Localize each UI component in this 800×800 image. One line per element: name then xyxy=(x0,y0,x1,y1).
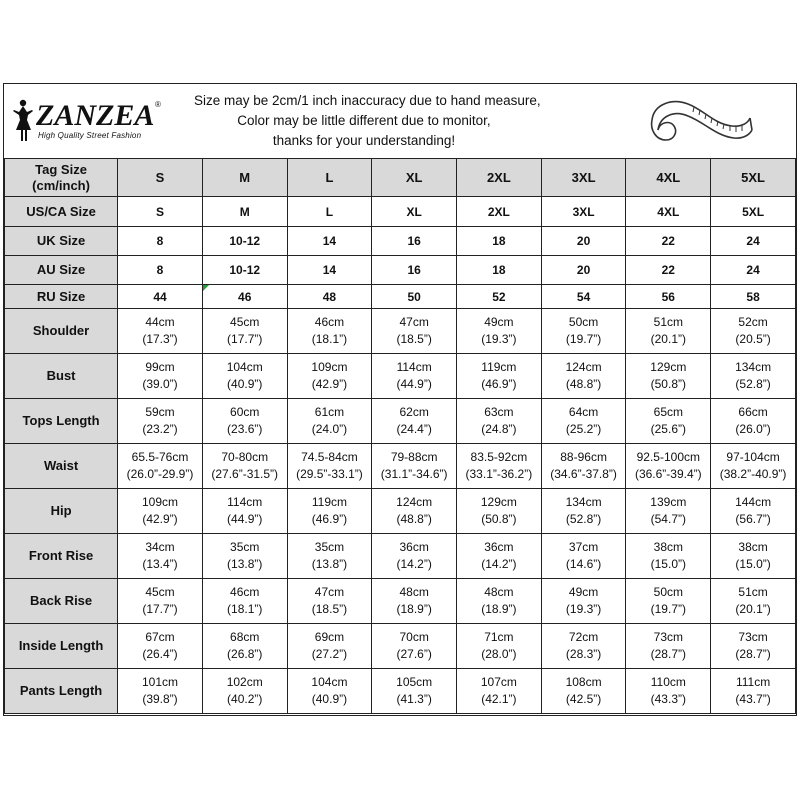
measurement-cell xyxy=(202,399,287,444)
inch-value: (18.5”) xyxy=(311,602,348,616)
measurement-cell xyxy=(626,309,711,354)
cm-value: 65.5-76cm xyxy=(131,450,189,464)
cm-value: 110cm xyxy=(650,675,686,689)
measurement-cell xyxy=(118,579,203,624)
row-label: RU Size xyxy=(5,285,118,309)
cm-value: 70cm xyxy=(399,630,429,644)
cm-value: 47cm xyxy=(399,315,429,329)
cm-value: 48cm xyxy=(484,585,514,599)
inch-value: (26.4”) xyxy=(142,647,178,661)
inch-value: (29.5”-33.1”) xyxy=(296,467,363,481)
chart-header xyxy=(4,84,796,158)
measurement-cell xyxy=(626,669,711,714)
cm-value: 62cm xyxy=(399,405,429,419)
cm-value: 73cm xyxy=(653,630,683,644)
row-label: Tag Size (cm/inch) xyxy=(5,159,118,197)
inch-value: (46.9”) xyxy=(311,512,348,526)
inch-value: (15.0”) xyxy=(650,557,686,571)
row-label: Inside Length xyxy=(5,624,118,669)
size-row xyxy=(5,197,796,227)
note-line: thanks for your understanding! xyxy=(272,133,456,148)
size-cell: 58 xyxy=(711,285,796,309)
inch-value: (42.9”) xyxy=(311,377,348,391)
measurement-cell xyxy=(202,624,287,669)
size-cell: 5XL xyxy=(711,197,796,227)
inch-value: (18.9”) xyxy=(481,602,517,616)
cm-value: 61cm xyxy=(314,405,345,419)
size-table xyxy=(4,158,796,714)
cm-value: 59cm xyxy=(145,405,175,419)
cm-value: 134cm xyxy=(735,360,772,374)
inch-value: (28.3”) xyxy=(565,647,602,661)
row-label: Tops Length xyxy=(5,399,118,444)
measurement-cell xyxy=(541,444,626,489)
measurement-cell xyxy=(118,489,203,534)
cm-value: 102cm xyxy=(226,675,263,689)
cm-value: 63cm xyxy=(484,405,514,419)
inch-value: (17.7”) xyxy=(227,332,263,346)
row-label: Front Rise xyxy=(5,534,118,579)
inch-value: (48.8”) xyxy=(565,377,602,391)
cm-value: 119cm xyxy=(481,360,517,374)
size-cell: 10-12 xyxy=(202,227,287,256)
inch-value: (52.8”) xyxy=(565,512,602,526)
inch-value: (44.9”) xyxy=(396,377,432,391)
row-label: Shoulder xyxy=(5,309,118,354)
measurement-cell xyxy=(202,669,287,714)
size-cell: 8 xyxy=(118,256,203,285)
cm-value: 124cm xyxy=(396,495,433,509)
inch-value: (23.2”) xyxy=(142,422,178,436)
size-cell: 3XL xyxy=(541,197,626,227)
row-label: Bust xyxy=(5,354,118,399)
woman-silhouette-icon xyxy=(10,98,36,142)
size-cell: M xyxy=(202,159,287,197)
inch-value: (18.9”) xyxy=(396,602,432,616)
size-cell: XL xyxy=(372,159,457,197)
cm-value: 114cm xyxy=(227,495,263,509)
measurement-cell xyxy=(541,354,626,399)
size-cell: 56 xyxy=(626,285,711,309)
measurement-cell xyxy=(287,309,372,354)
measurement-cell xyxy=(118,399,203,444)
row-label: UK Size xyxy=(5,227,118,256)
inch-value: (43.7”) xyxy=(735,692,771,706)
inch-value: (27.2”) xyxy=(311,647,348,661)
cm-value: 66cm xyxy=(738,405,768,419)
inch-value: (20.1”) xyxy=(650,332,686,346)
size-cell: 22 xyxy=(626,227,711,256)
inch-value: (36.6”-39.4”) xyxy=(634,467,702,481)
cm-value: 83.5-92cm xyxy=(470,450,528,464)
inch-value: (19.3”) xyxy=(481,332,517,346)
cm-value: 70-80cm xyxy=(221,450,269,464)
inch-value: (42.5”) xyxy=(565,692,602,706)
cm-value: 129cm xyxy=(480,495,517,509)
cm-value: 73cm xyxy=(738,630,768,644)
measurement-cell xyxy=(626,399,711,444)
size-cell: 4XL xyxy=(626,197,711,227)
measurement-cell xyxy=(457,309,542,354)
cm-value: 111cm xyxy=(735,675,771,689)
cm-value: 65cm xyxy=(653,405,683,419)
inch-value: (52.8”) xyxy=(735,377,771,391)
cm-value: 109cm xyxy=(141,495,179,509)
measurement-cell xyxy=(287,624,372,669)
measurement-cell xyxy=(372,624,457,669)
measurement-cell xyxy=(711,669,796,714)
inch-value: (56.7”) xyxy=(735,512,771,526)
measurement-cell xyxy=(626,354,711,399)
inch-value: (40.2”) xyxy=(227,692,263,706)
size-row xyxy=(5,285,796,309)
size-cell: 48 xyxy=(287,285,372,309)
cm-value: 38cm xyxy=(653,540,683,554)
inch-value: (19.3”) xyxy=(565,602,602,616)
cm-value: 46cm xyxy=(314,315,345,329)
size-cell: L xyxy=(287,159,372,197)
measurement-cell xyxy=(118,309,203,354)
cm-value: 51cm xyxy=(653,315,683,329)
inch-value: (42.1”) xyxy=(481,692,517,706)
measurement-cell xyxy=(287,354,372,399)
measurement-cell xyxy=(202,579,287,624)
measurement-cell xyxy=(287,399,372,444)
measurement-cell xyxy=(711,354,796,399)
cm-value: 139cm xyxy=(650,495,687,509)
cm-value: 46cm xyxy=(230,585,260,599)
size-cell: 14 xyxy=(287,227,372,256)
cm-value: 92.5-100cm xyxy=(636,450,700,464)
size-cell: 4XL xyxy=(626,159,711,197)
cm-value: 69cm xyxy=(314,630,345,644)
inch-value: (26.0”) xyxy=(735,422,771,436)
measurement-row xyxy=(5,534,796,579)
size-cell: 16 xyxy=(372,256,457,285)
brand-name: ZANZEA xyxy=(36,99,155,132)
measurement-cell xyxy=(287,669,372,714)
inch-value: (24.0”) xyxy=(311,422,348,436)
size-cell: 54 xyxy=(541,285,626,309)
note-line: Color may be little different due to monitor, xyxy=(237,113,491,128)
cm-value: 45cm xyxy=(145,585,175,599)
inch-value: (28.0”) xyxy=(481,647,517,661)
measurement-cell xyxy=(626,624,711,669)
inch-value: (13.8”) xyxy=(227,557,263,571)
registered-mark: ® xyxy=(155,100,161,109)
cm-value: 50cm xyxy=(653,585,683,599)
cm-value: 45cm xyxy=(230,315,260,329)
cm-value: 47cm xyxy=(314,585,345,599)
measurement-row xyxy=(5,579,796,624)
cm-value: 88-96cm xyxy=(560,450,607,464)
size-cell: 24 xyxy=(711,256,796,285)
cm-value: 144cm xyxy=(735,495,772,509)
size-cell: 18 xyxy=(457,227,542,256)
inch-value: (19.7”) xyxy=(565,332,602,346)
measurement-cell xyxy=(372,534,457,579)
measurement-cell xyxy=(457,399,542,444)
measurement-cell xyxy=(541,669,626,714)
measurement-cell xyxy=(711,489,796,534)
row-label: Waist xyxy=(5,444,118,489)
measurement-cell xyxy=(287,579,372,624)
brand-tagline: High Quality Street Fashion xyxy=(38,131,142,140)
measurement-row xyxy=(5,489,796,534)
measurement-cell xyxy=(457,354,542,399)
cm-value: 50cm xyxy=(568,315,599,329)
cm-value: 44cm xyxy=(145,315,175,329)
cm-value: 79-88cm xyxy=(390,450,438,464)
size-cell: 44 xyxy=(118,285,203,309)
size-row xyxy=(5,227,796,256)
size-cell: 20 xyxy=(541,227,626,256)
size-cell: 50 xyxy=(372,285,457,309)
size-cell: 52 xyxy=(457,285,542,309)
inch-value: (24.8”) xyxy=(481,422,517,436)
inch-value: (34.6”-37.8”) xyxy=(550,467,617,481)
measurement-cell xyxy=(541,624,626,669)
cm-value: 35cm xyxy=(314,540,345,554)
cm-value: 124cm xyxy=(565,360,602,374)
row-label: Hip xyxy=(5,489,118,534)
inch-value: (27.6”-31.5”) xyxy=(211,467,279,481)
cm-value: 109cm xyxy=(311,360,348,374)
cm-value: 129cm xyxy=(650,360,687,374)
size-cell: XL xyxy=(372,197,457,227)
inch-value: (14.2”) xyxy=(396,557,432,571)
measurement-row xyxy=(5,444,796,489)
cm-value: 64cm xyxy=(568,405,599,419)
size-cell: S xyxy=(118,159,203,197)
measurement-cell xyxy=(372,444,457,489)
brand-logo xyxy=(10,98,170,142)
measurement-notes xyxy=(194,91,541,151)
size-cell: 2XL xyxy=(457,197,542,227)
cm-value: 37cm xyxy=(568,540,599,554)
size-cell: 46 xyxy=(202,285,287,309)
measurement-cell xyxy=(541,309,626,354)
measurement-cell xyxy=(118,534,203,579)
cm-value: 107cm xyxy=(480,675,517,689)
measurement-cell xyxy=(711,534,796,579)
cm-value: 104cm xyxy=(226,360,263,374)
size-cell: 2XL xyxy=(457,159,542,197)
cm-value: 35cm xyxy=(230,540,260,554)
inch-value: (41.3”) xyxy=(396,692,432,706)
cm-value: 51cm xyxy=(738,585,768,599)
size-cell: 5XL xyxy=(711,159,796,197)
measurement-cell xyxy=(626,489,711,534)
measurement-cell xyxy=(202,354,287,399)
measurement-row xyxy=(5,624,796,669)
inch-value: (23.6”) xyxy=(227,422,263,436)
inch-value: (50.8”) xyxy=(481,512,517,526)
measurement-cell xyxy=(372,309,457,354)
measurement-cell xyxy=(287,489,372,534)
inch-value: (25.6”) xyxy=(650,422,686,436)
measurement-cell xyxy=(372,399,457,444)
inch-value: (17.3”) xyxy=(142,332,178,346)
cm-value: 67cm xyxy=(145,630,175,644)
measurement-cell xyxy=(118,444,203,489)
row-label: US/CA Size xyxy=(5,197,118,227)
measurement-cell xyxy=(118,354,203,399)
measurement-row xyxy=(5,354,796,399)
measurement-cell xyxy=(711,309,796,354)
cm-value: 114cm xyxy=(396,360,432,374)
measurement-cell xyxy=(202,534,287,579)
inch-value: (18.1”) xyxy=(227,602,263,616)
cm-value: 74.5-84cm xyxy=(301,450,358,464)
cm-value: 134cm xyxy=(565,495,602,509)
inch-value: (40.9”) xyxy=(311,692,348,706)
measurement-cell xyxy=(457,489,542,534)
cm-value: 71cm xyxy=(484,630,514,644)
size-cell: 24 xyxy=(711,227,796,256)
measurement-cell xyxy=(711,579,796,624)
measurement-cell xyxy=(711,624,796,669)
inch-value: (28.7”) xyxy=(735,647,771,661)
size-cell: 18 xyxy=(457,256,542,285)
measurement-row xyxy=(5,399,796,444)
measurement-cell xyxy=(372,354,457,399)
cm-value: 48cm xyxy=(399,585,429,599)
note-line: Size may be 2cm/1 inch inaccuracy due to hand measure, xyxy=(194,93,541,108)
measurement-cell xyxy=(202,309,287,354)
inch-value: (31.1”-34.6”) xyxy=(380,467,448,481)
measurement-cell xyxy=(457,579,542,624)
cm-value: 72cm xyxy=(568,630,599,644)
size-cell: 3XL xyxy=(541,159,626,197)
cm-value: 52cm xyxy=(738,315,768,329)
cm-value: 68cm xyxy=(230,630,260,644)
measurement-cell xyxy=(541,399,626,444)
inch-value: (39.8”) xyxy=(142,692,178,706)
cm-value: 119cm xyxy=(311,495,347,509)
inch-value: (44.9”) xyxy=(227,512,263,526)
size-cell: S xyxy=(118,197,203,227)
measurement-cell xyxy=(457,444,542,489)
measurement-cell xyxy=(711,399,796,444)
measurement-cell xyxy=(287,534,372,579)
inch-value: (15.0”) xyxy=(735,557,771,571)
inch-value: (28.7”) xyxy=(650,647,686,661)
inch-value: (50.8”) xyxy=(650,377,686,391)
measurement-cell xyxy=(541,579,626,624)
inch-value: (39.0”) xyxy=(142,377,178,391)
measuring-tape-icon xyxy=(644,90,756,152)
measurement-cell xyxy=(457,669,542,714)
measurement-cell xyxy=(118,669,203,714)
size-cell: L xyxy=(287,197,372,227)
inch-value: (26.0”-29.9”) xyxy=(126,467,194,481)
measurement-cell xyxy=(202,444,287,489)
cm-value: 104cm xyxy=(311,675,348,689)
inch-value: (48.8”) xyxy=(396,512,432,526)
size-cell: 22 xyxy=(626,256,711,285)
row-label: Back Rise xyxy=(5,579,118,624)
size-table-body xyxy=(5,159,796,714)
cm-value: 49cm xyxy=(484,315,514,329)
measurement-cell xyxy=(457,534,542,579)
inch-value: (17.7”) xyxy=(142,602,178,616)
measurement-cell xyxy=(626,579,711,624)
cm-value: 60cm xyxy=(230,405,260,419)
inch-value: (14.6”) xyxy=(565,557,602,571)
inch-value: (38.2”-40.9”) xyxy=(719,467,787,481)
inch-value: (20.5”) xyxy=(735,332,771,346)
cm-value: 101cm xyxy=(141,675,179,689)
inch-value: (24.4”) xyxy=(396,422,432,436)
size-row xyxy=(5,159,796,197)
row-label: Pants Length xyxy=(5,669,118,714)
measurement-cell xyxy=(626,534,711,579)
cm-value: 34cm xyxy=(145,540,175,554)
size-cell: 16 xyxy=(372,227,457,256)
measurement-cell xyxy=(457,624,542,669)
size-cell: 20 xyxy=(541,256,626,285)
inch-value: (18.5”) xyxy=(396,332,432,346)
inch-value: (46.9”) xyxy=(481,377,517,391)
inch-value: (14.2”) xyxy=(481,557,517,571)
inch-value: (26.8”) xyxy=(227,647,263,661)
cm-value: 105cm xyxy=(396,675,433,689)
inch-value: (40.9”) xyxy=(227,377,263,391)
cm-value: 49cm xyxy=(568,585,599,599)
inch-value: (54.7”) xyxy=(650,512,686,526)
size-cell: 8 xyxy=(118,227,203,256)
cm-value: 97-104cm xyxy=(726,450,780,464)
measurement-cell xyxy=(541,489,626,534)
measurement-cell xyxy=(372,489,457,534)
measurement-cell xyxy=(372,669,457,714)
size-cell: 14 xyxy=(287,256,372,285)
inch-value: (42.9”) xyxy=(142,512,178,526)
size-row xyxy=(5,256,796,285)
cm-value: 36cm xyxy=(484,540,514,554)
measurement-cell xyxy=(372,579,457,624)
measurement-row xyxy=(5,669,796,714)
measurement-cell xyxy=(287,444,372,489)
inch-value: (13.8”) xyxy=(311,557,348,571)
inch-value: (25.2”) xyxy=(565,422,602,436)
size-cell: M xyxy=(202,197,287,227)
inch-value: (43.3”) xyxy=(650,692,686,706)
cm-value: 108cm xyxy=(565,675,602,689)
cm-value: 36cm xyxy=(399,540,429,554)
inch-value: (20.1”) xyxy=(735,602,771,616)
cm-value: 38cm xyxy=(738,540,768,554)
measurement-row xyxy=(5,309,796,354)
size-cell: 10-12 xyxy=(202,256,287,285)
cm-value: 99cm xyxy=(145,360,175,374)
inch-value: (13.4”) xyxy=(142,557,178,571)
measurement-cell xyxy=(626,444,711,489)
row-label: AU Size xyxy=(5,256,118,285)
inch-value: (33.1”-36.2”) xyxy=(465,467,533,481)
inch-value: (19.7”) xyxy=(650,602,686,616)
measurement-cell xyxy=(711,444,796,489)
size-chart-sheet xyxy=(3,83,797,716)
measurement-cell xyxy=(118,624,203,669)
inch-value: (27.6”) xyxy=(396,647,432,661)
inch-value: (18.1”) xyxy=(311,332,348,346)
measurement-cell xyxy=(541,534,626,579)
measurement-cell xyxy=(202,489,287,534)
